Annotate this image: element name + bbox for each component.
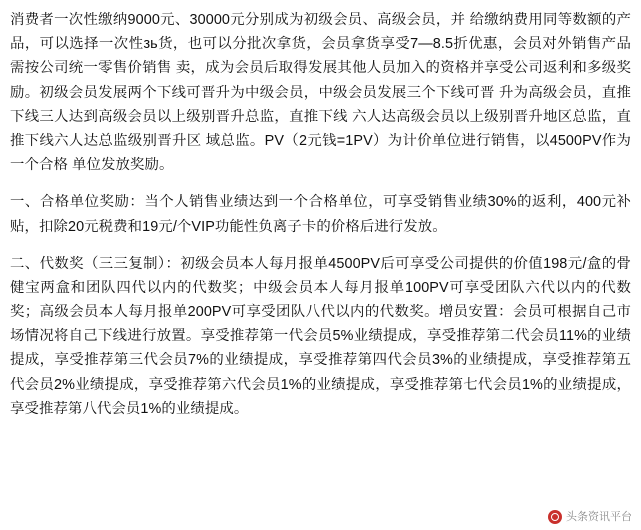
paragraph-membership-overview: 消费者一次性缴纳9000元、30000元分别成为初级会员、高级会员，并 给缴纳费用同等数额的产品，可以选择一次性зь货，也可以分批次拿货，会员拿货享受7—8.5折优惠，会员对外销售产品需按公司统一零售价销售 卖，成为会员后取得发展其他人员加入的资格并享受公司返利和多级奖励。初级会员发展两个下线可晋升为中级会员，中级会员发展三个下线可晋 升为高级会员，直推下线三人达到高级会员以上级别晋升总监，直推下线 六人达高级会员以上级别晋升地区总监，直推下线六人达总监级别晋升区 域总监。PV（2元钱=1PV）为计价单位进行销售，以4500PV作为一个合格 单位发放奖励。	[10, 12, 631, 174]
watermark-badge	[545, 508, 635, 526]
watermark-label: 头条资讯平台	[566, 510, 632, 523]
toutiao-logo-icon	[548, 510, 562, 524]
paragraph-generation-reward: 二、代数奖（三三复制）：初级会员本人每月报单4500PV后可享受公司提供的价值198元/盒的骨健宝两盒和团队四代以内的代数奖；中级会员本人每月报单100PV可享受团队六代以内的代数奖；高级会员本人每月报单200PV可享受团队八代以内的代数奖。增员安置：会员可根据自己市场情况将自己下线进行放置。享受推荐第一代会员5%业绩提成，享受推荐第二代会员11%的业绩提成，享受推荐第三代会员7%的业绩提成，享受推荐第四代会员3%的业绩提成，享受推荐第五代会员2%业绩提成，享受推荐第六代会员1%的业绩提成，享受推荐第七代会员1%的业绩提成，享受推荐第八代会员1%的业绩提成。	[10, 255, 631, 417]
paragraph-qualified-unit-reward: 一、合格单位奖励：当个人销售业绩达到一个合格单位，可享受销售业绩30%的返利，400元补贴，扣除20元税费和19元/个VIP功能性负离子卡的价格后进行发放。	[10, 194, 631, 235]
